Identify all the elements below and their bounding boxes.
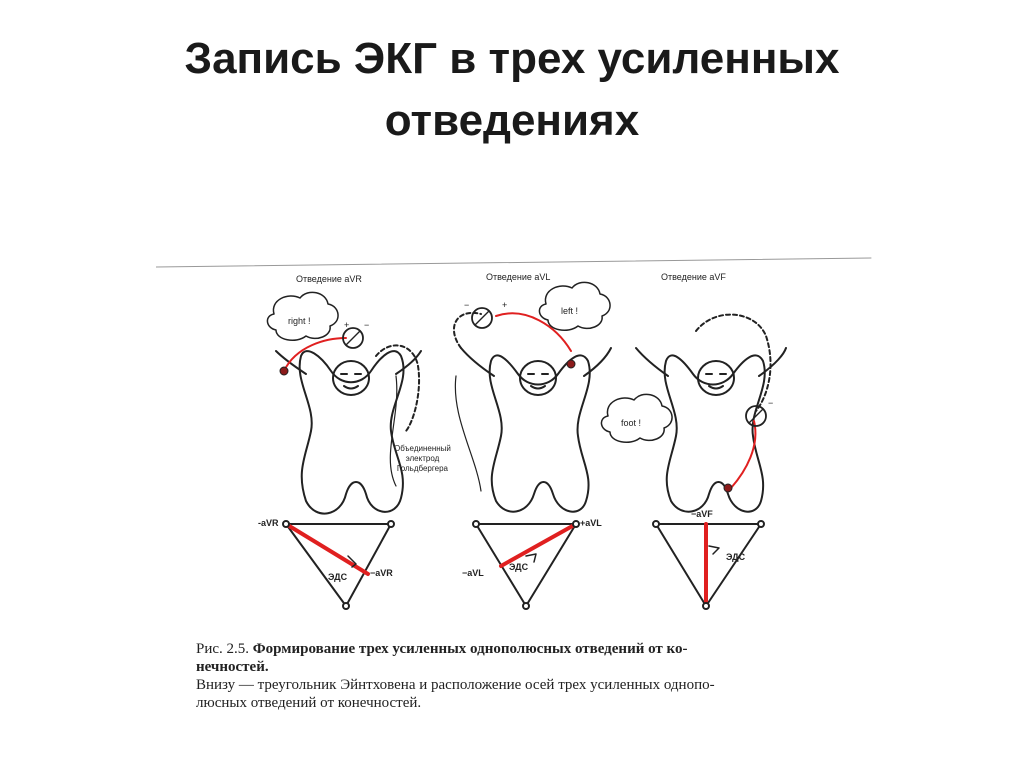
slide-title (0, 28, 1024, 152)
galv-minus-avr: − (364, 320, 370, 330)
scan-edge (156, 258, 871, 267)
electrode-label-line-1: Объединенный (394, 444, 451, 453)
tri3-pos-label: −aVF (691, 509, 713, 519)
bubble-text-foot: foot ! (621, 418, 642, 428)
tri2-neg-label: −aVL (462, 568, 484, 578)
figure-avf (601, 315, 786, 512)
tri1-emf-label: ЭДС (328, 572, 348, 582)
galv-minus-avf: − (768, 398, 774, 408)
triangle-avr (283, 521, 394, 609)
bubble-text-right: right ! (288, 316, 311, 326)
caption-line-3: Внизу — треугольник Эйнтховена и расположение осей трех усиленных однопо- (196, 677, 715, 693)
panel-label-avr: Отведение aVR (296, 274, 362, 284)
tri1-pos-label: -aVR (258, 518, 279, 528)
caption-line-1 (196, 640, 836, 658)
goldberger-electrode-label (394, 444, 451, 474)
caption-fig-ref: Рис. 2.5. (196, 641, 250, 657)
title-line-1: Запись ЭКГ в трех усиленных (184, 34, 840, 83)
triangle-avf (653, 521, 764, 609)
title-line-2: отведениях (384, 96, 640, 145)
tri2-emf-label: ЭДС (509, 562, 529, 572)
panel-label-avl: Отведение aVL (486, 272, 551, 282)
figure-caption (196, 640, 836, 712)
panel-label-avf: Отведение aVF (661, 272, 726, 282)
figure-avl (454, 282, 611, 511)
tri1-neg-label: −aVR (370, 568, 393, 578)
caption-line-4: люсных отведений от конечностей. (196, 695, 422, 711)
galv-minus-avl: − (464, 300, 470, 310)
bubble-text-left: left ! (561, 306, 579, 316)
galv-plus-avr: + (344, 320, 350, 330)
scanned-figure (156, 256, 886, 756)
tri2-pos-label: +aVL (580, 518, 602, 528)
caption-line-2: нечностей. (196, 659, 269, 675)
electrode-label-line-3: Гольдбергера (396, 464, 448, 473)
caption-title: Формирование трех усиленных однополюсных отведений от ко- (252, 641, 688, 657)
electrode-label-line-2: электрод (405, 454, 440, 463)
galv-plus-avl: + (502, 300, 508, 310)
tri3-emf-label: ЭДС (726, 552, 746, 562)
